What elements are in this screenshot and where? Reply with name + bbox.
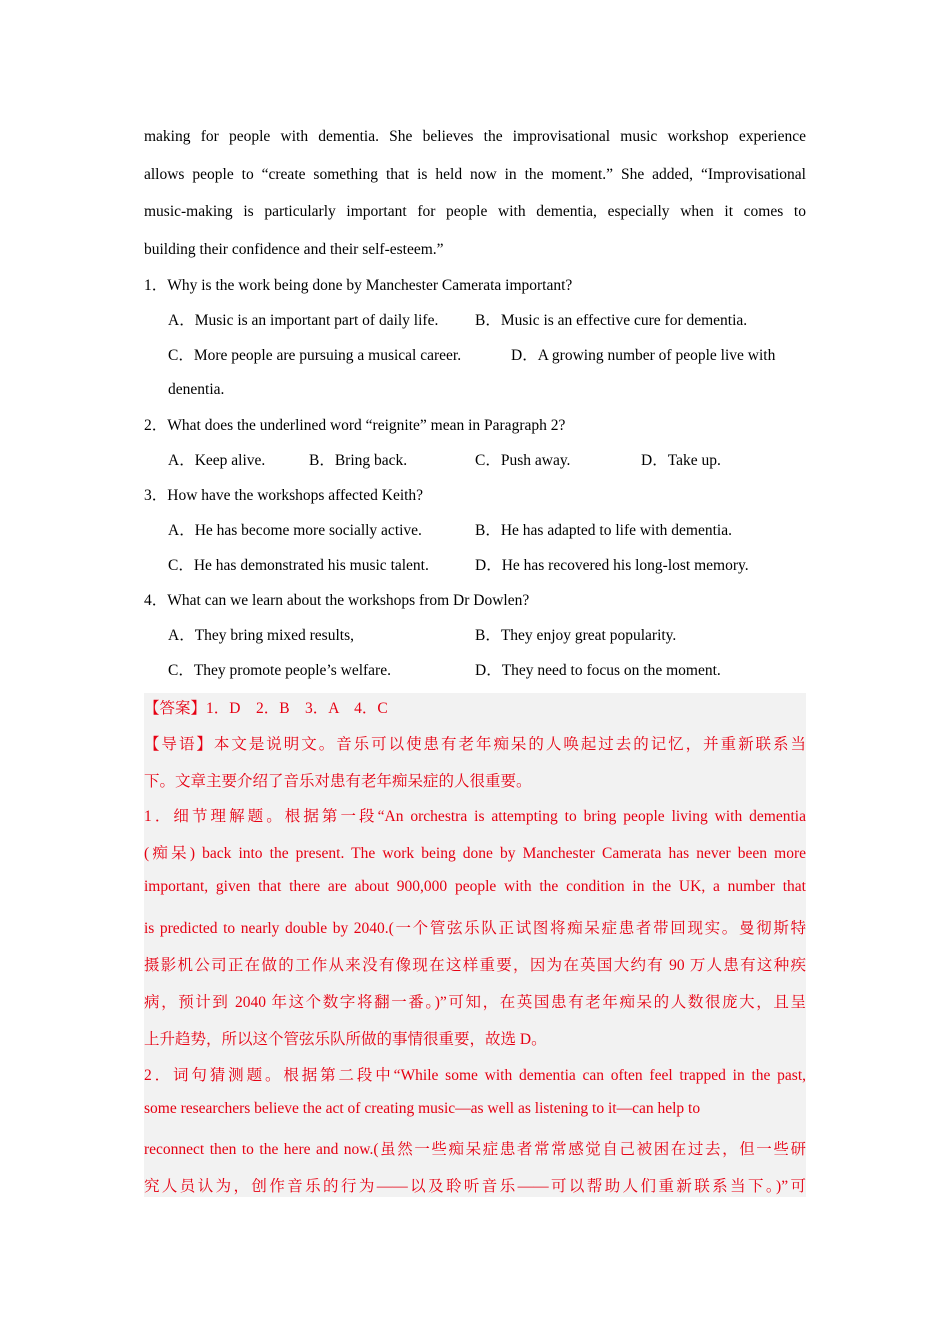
option-a: A．He has become more socially active. <box>168 522 422 539</box>
passage-line: making for people with dementia. She believes the improvisational music workshop experience <box>144 128 806 145</box>
passage-line: music-making is particularly important for people with dementia, especially when it comes to <box>144 203 806 220</box>
option-d: D．A growing number of people live with <box>511 347 776 364</box>
option-a: A．Music is an important part of daily life. <box>168 312 439 329</box>
question-stem: 2．What does the underlined word “reignite” mean in Paragraph 2? <box>144 417 566 434</box>
passage-paragraph <box>144 118 806 268</box>
question-1 <box>144 268 806 408</box>
option-a: A．They bring mixed results, <box>168 627 354 644</box>
option-d-continued: denentia. <box>168 381 225 398</box>
explanation-2-line: reconnect then to the here and now.(虽然一些痴呆症患者常常感觉自己被困在过去，但一些研 <box>144 1141 806 1158</box>
explanation-1-line: 病，预计到 2040 年这个数字将翻一番。)”可知，在英国患有老年痴呆的人数很庞大，且呈 <box>144 994 806 1011</box>
question-3 <box>144 478 806 583</box>
explanation-2-line: some researchers believe the act of creating music—as well as listening to it—can help to <box>144 1100 701 1117</box>
option-b: B．Bring back. <box>309 452 408 469</box>
question-stem: 3．How have the workshops affected Keith? <box>144 487 424 504</box>
question-stem: 4．What can we learn about the workshops from Dr Dowlen? <box>144 592 530 609</box>
explanation-1-line: important, given that there are about 900,000 people with the condition in the UK, a number that <box>144 878 806 895</box>
explanation-1-line: 上升趋势，所以这个管弦乐队所做的事情很重要，故选 D。 <box>144 1031 547 1048</box>
explanation-1-line: (痴呆) back into the present. The work being done by Manchester Camerata has never been more <box>144 845 806 862</box>
guide-text-line: 下。文章主要介绍了音乐对患有老年痴呆症的人很重要。 <box>144 773 532 790</box>
passage-line: allows people to “create something that is held now in the moment.” She added, “Improvisational <box>144 165 806 183</box>
option-c: C．They promote people’s welfare. <box>168 662 391 679</box>
option-d: D．He has recovered his long-lost memory. <box>475 557 749 574</box>
explanation-2-line: 究人员认为，创作音乐的行为——以及聆听音乐——可以帮助人们重新联系当下。)”可 <box>144 1178 806 1195</box>
option-a: A．Keep alive. <box>168 452 266 469</box>
guide-text-line: 【导语】本文是说明文。音乐可以使患有老年痴呆的人唤起过去的记忆，并重新联系当 <box>144 736 806 753</box>
explanation-2-line: 2．词句猜测题。根据第二段中“While some with dementia can often feel trapped in the past, <box>144 1067 806 1084</box>
option-b: B．They enjoy great popularity. <box>475 627 677 644</box>
option-d: D．They need to focus on the moment. <box>475 662 721 679</box>
option-c: C．Push away. <box>475 452 571 469</box>
option-c: C．He has demonstrated his music talent. <box>168 557 429 574</box>
passage-line: building their confidence and their self-esteem.” <box>144 240 444 258</box>
option-d: D．Take up. <box>641 452 721 469</box>
answer-key: 【答案】1．D 2．B 3．A 4．C <box>144 700 388 717</box>
answer-explanation-box <box>144 693 806 1197</box>
option-b: B．Music is an effective cure for dementia. <box>475 312 748 329</box>
question-4 <box>144 583 806 688</box>
option-c: C．More people are pursuing a musical career. <box>168 347 462 364</box>
explanation-1-line: 1．细节理解题。根据第一段“An orchestra is attempting to bring people living with dementia <box>144 808 806 825</box>
question-stem: 1．Why is the work being done by Manchester Camerata important? <box>144 277 573 294</box>
explanation-1-line: is predicted to nearly double by 2040.(一个管弦乐队正试图将痴呆症患者带回现实。曼彻斯特 <box>144 920 806 937</box>
question-2 <box>144 408 806 478</box>
option-b: B．He has adapted to life with dementia. <box>475 522 732 539</box>
document-body <box>144 118 806 688</box>
explanation-1-line: 摄影机公司正在做的工作从来没有像现在这样重要，因为在英国大约有 90 万人患有这种疾 <box>144 957 806 974</box>
